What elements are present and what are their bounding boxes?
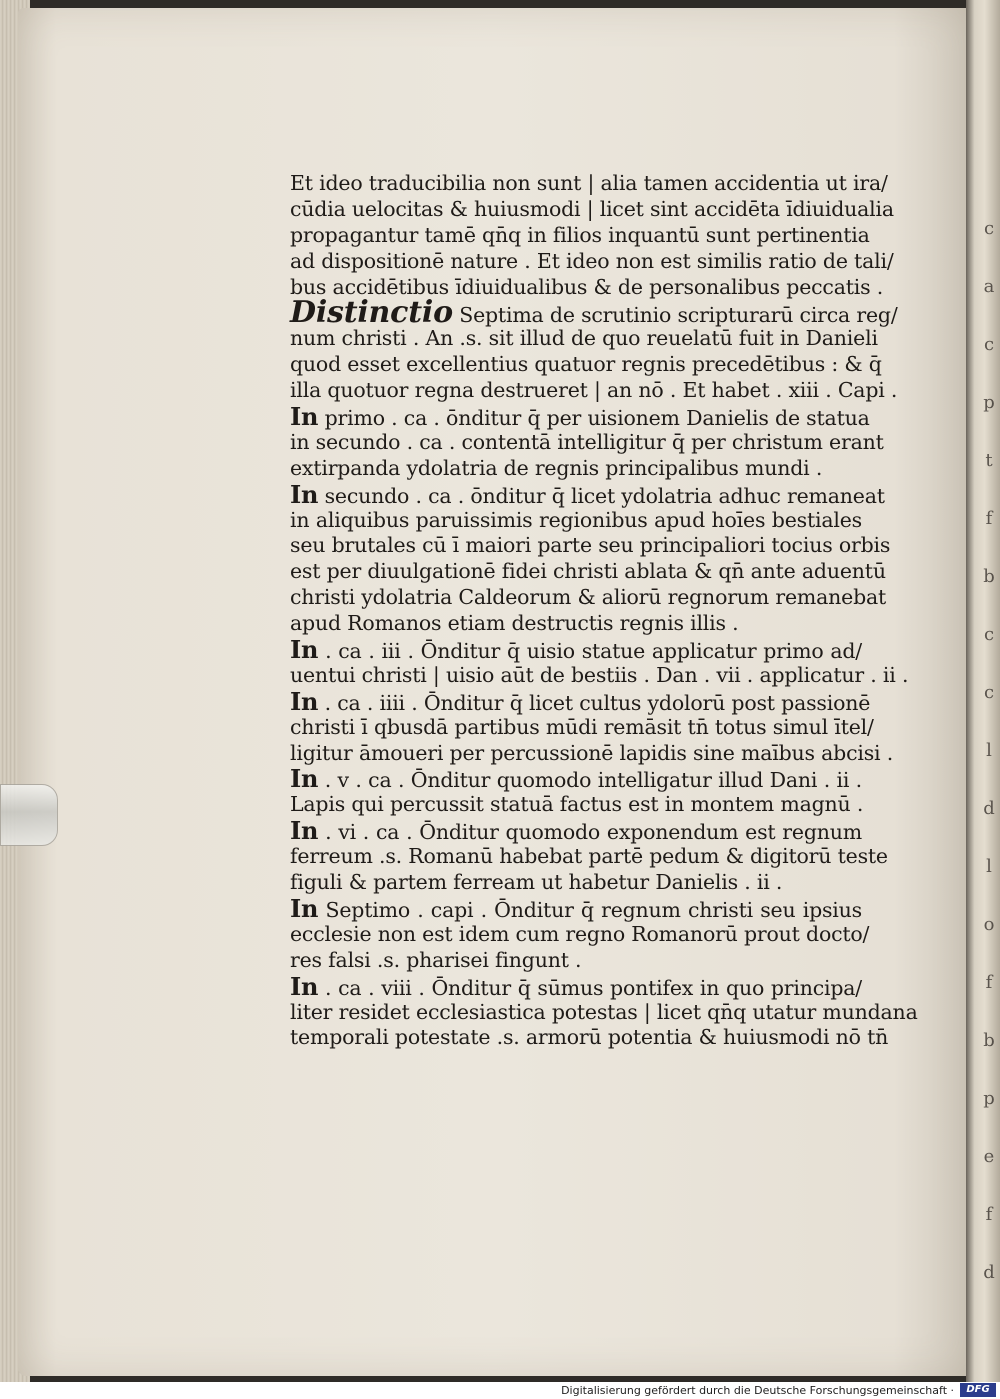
text-line [290, 456, 862, 482]
facing-page-letter: c [983, 334, 995, 355]
line-text: seu brutales cū ī maiori parte seu principaliori tocius orbis [290, 533, 891, 558]
text-line [290, 295, 898, 331]
initial-letter: In [290, 479, 319, 509]
text-line [290, 792, 862, 818]
text-line [290, 559, 886, 585]
line-text: secundo . ca . ōnditur q̄ licet ydolatria adhuc remaneat [318, 483, 885, 508]
line-text: . vi . ca . Ōnditur quomodo exponendum est regnum [318, 820, 862, 845]
text-line [290, 766, 862, 792]
line-text: temporali potestate .s. armorū potentia & huiusmodi nō tn̄ [290, 1025, 889, 1050]
footer-bar [0, 1382, 1000, 1399]
line-text: Lapis qui percussit statuā factus est in montem magnū . [290, 792, 864, 817]
line-text: . v . ca . Ōnditur quomodo intelligatur illud Dani . ii . [318, 768, 862, 793]
line-text: res falsi .s. pharisei fingunt . [290, 947, 582, 972]
facing-page-letter: f [985, 508, 993, 529]
facing-page-letter: c [983, 624, 995, 645]
facing-page-letter: b [983, 1030, 995, 1051]
text-line [290, 611, 862, 637]
text-line [290, 637, 862, 663]
initial-letter: In [290, 971, 319, 1001]
text-line [290, 352, 882, 378]
text-line [290, 818, 862, 844]
facing-page-letter: a [983, 276, 995, 297]
text-line [290, 662, 909, 689]
line-text: bus accidētibus īdiuidualibus & de personalibus peccatis . [290, 274, 884, 299]
text-line [290, 402, 870, 432]
initial-letter: In [290, 686, 319, 716]
facing-page-letter: c [983, 682, 995, 703]
text-line [290, 686, 871, 716]
text-line [290, 999, 918, 1026]
line-text: ecclesie non est idem cum regno Romanorū prout docto/ [290, 921, 870, 946]
facing-page-letter: f [985, 972, 993, 993]
text-line [290, 222, 870, 249]
facing-page-letter: l [986, 856, 992, 877]
facing-page-letter: d [983, 798, 995, 819]
line-text: in aliquibus paruissimis regionibus apud hoīes bestiales [290, 507, 862, 532]
text-line [290, 171, 888, 197]
text-line [290, 508, 862, 534]
text-line [290, 429, 884, 456]
text-line [290, 714, 874, 741]
text-line [290, 248, 894, 275]
line-text: figuli & partem ferream ut habetur Danielis . ii . [290, 870, 783, 895]
facing-page-letter: c [983, 218, 995, 239]
line-text: christi ydolatria Caldeorum & aliorū regnorum remanebat [290, 585, 887, 610]
facing-page-letter: o [983, 914, 995, 935]
line-text: liter residet ecclesiastica potestas | licet qn̄q utatur mundana [290, 999, 918, 1024]
facing-page-letter: t [985, 450, 993, 471]
text-line [290, 740, 894, 767]
facing-page-letter: f [985, 1204, 993, 1225]
line-text: . ca . iii . Ōnditur q̄ uisio statue applicatur primo ad/ [318, 639, 862, 664]
text-line [290, 948, 862, 974]
line-text: in secundo . ca . contentā intelligitur q̄ per christum erant [290, 429, 884, 454]
line-text: propagantur tamē qn̄q in filios inquantū sunt pertinentia [290, 222, 870, 247]
line-text: . ca . viii . Ōnditur q̄ sūmus pontifex in quo principa/ [318, 975, 862, 1000]
text-line [290, 479, 885, 509]
line-text: Et ideo traducibilia non sunt | alia tamen accidentia ut ira/ [290, 171, 888, 195]
facing-page-letter: b [983, 566, 995, 587]
line-text: primo . ca . ōnditur q̄ per uisionem Danielis de statua [318, 406, 870, 431]
document-text-block [290, 171, 918, 1051]
text-line [290, 378, 898, 404]
initial-letter: In [290, 893, 319, 923]
facing-page-letter: e [983, 1146, 995, 1167]
text-line [290, 533, 891, 559]
initial-letter: In [290, 764, 319, 794]
text-line [290, 1025, 889, 1051]
text-line [290, 870, 862, 896]
facing-page-letter: p [983, 392, 995, 413]
text-line [290, 893, 862, 923]
line-text: ad dispositionē nature . Et ideo non est similis ratio de tali/ [290, 248, 894, 273]
text-line [290, 971, 862, 1001]
facing-page-letter: p [983, 1088, 995, 1109]
line-text: extirpanda ydolatria de regnis principalibus mundi . [290, 455, 823, 480]
line-text: quod esset excellentius quatuor regnis precedētibus : & q̄ [290, 352, 882, 377]
line-text: illa quotuor regna destrueret | an nō . Et habet . xiii . Capi . [290, 378, 898, 403]
text-line [290, 326, 878, 352]
line-text: num christi . An .s. sit illud de quo reuelatū fuit in Danieli [290, 326, 878, 351]
text-line [290, 921, 870, 948]
initial-letter: In [290, 402, 319, 432]
line-text: ferreum .s. Romanū habebat partē pedum & digitorū teste [290, 844, 888, 869]
facing-page-letter: l [986, 740, 992, 761]
initial-letter: Distinctio [290, 295, 453, 331]
line-text: ligitur āmoueri per percussionē lapidis sine maībus abcisi . [290, 740, 894, 765]
text-line [290, 196, 894, 223]
line-text: Septima de scrutinio scripturarū circa reg/ [452, 303, 898, 328]
footer-credit: Digitalisierung gefördert durch die Deutsche Forschungsgemeinschaft · [561, 1384, 954, 1397]
initial-letter: In [290, 816, 319, 846]
text-line [290, 585, 887, 611]
line-text: christi ī qbusdā partibus mūdi remāsit tn̄ totus simul ītel/ [290, 714, 874, 739]
text-line [290, 844, 888, 870]
line-text: cūdia uelocitas & huiusmodi | licet sint accidēta īdiuidualia [290, 196, 894, 221]
line-text: est per diuulgationē fidei christi ablata & qn̄ ante aduentū [290, 559, 886, 584]
line-text: . ca . iiii . Ōnditur q̄ licet cultus ydolorū post passionē [318, 690, 871, 715]
initial-letter: In [290, 635, 319, 665]
line-text: uentui christi | uisio aūt de bestiis . Dan . vii . applicatur . ii . [290, 662, 909, 687]
facing-page-letters [978, 200, 1000, 1302]
dfg-logo-icon: DFG [960, 1383, 996, 1397]
line-text: apud Romanos etiam destructis regnis illis . [290, 611, 739, 636]
line-text: Septimo . capi . Ōnditur q̄ regnum christi seu ipsius [318, 897, 862, 922]
page-clip [0, 784, 58, 846]
facing-page-letter: d [983, 1262, 995, 1283]
